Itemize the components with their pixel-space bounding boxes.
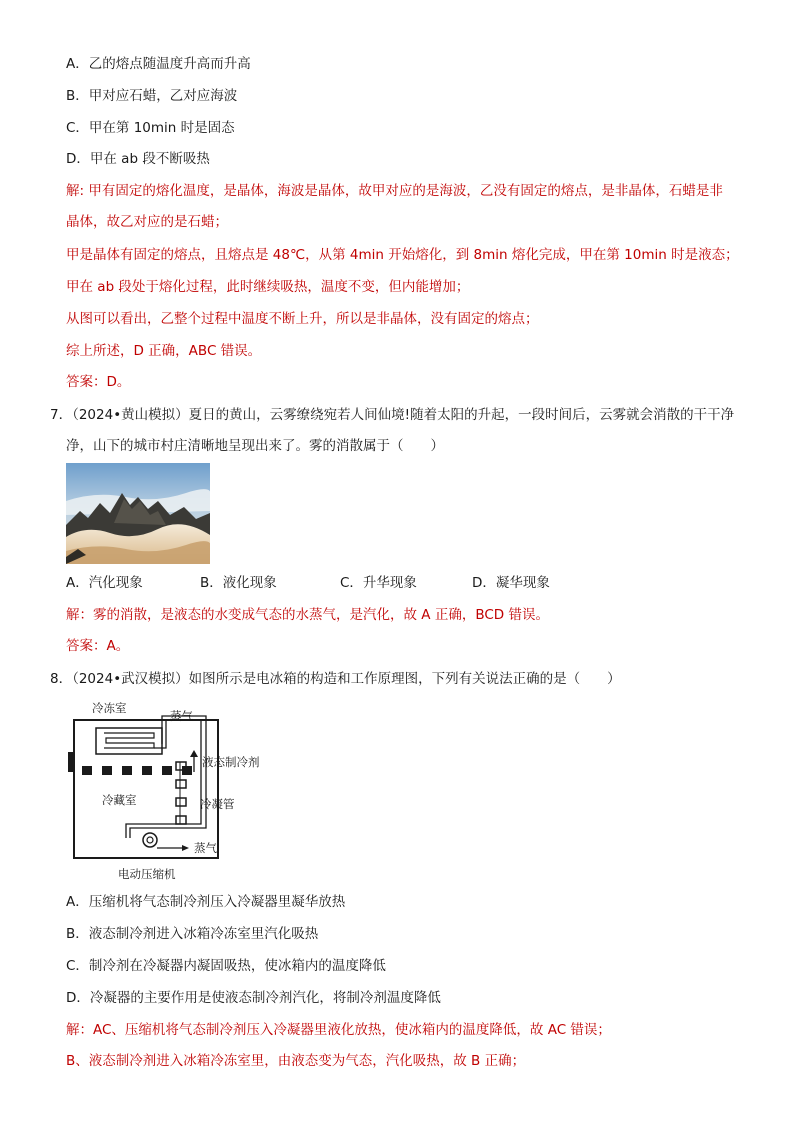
mountain-fog-photo [66, 463, 210, 564]
q6-solution-line-3: 甲是晶体有固定的熔点，且熔点是 48℃，从第 4min 开始熔化，到 8min 熔化完成，甲在第 10min 时是液态； [66, 247, 739, 263]
q8-option-d: D．冷凝器的主要作用是使液态制冷剂汽化，将制冷剂温度降低 [66, 990, 441, 1006]
q8-solution-line-1: 解：AC、压缩机将气态制冷剂压入冷凝器里液化放热，使冰箱内的温度降低，故 AC 错误； [66, 1022, 611, 1038]
q6-option-c: C．甲在第 10min 时是固态 [66, 120, 235, 136]
label-freezer: 冷冻室 [92, 701, 127, 715]
label-liquid-refrigerant: 液态制冷剂 [202, 755, 260, 769]
q7-option-a: A．汽化现象 [66, 575, 143, 591]
q7-option-b: B．液化现象 [200, 575, 277, 591]
q8-stem: 8．（2024•武汉模拟）如图所示是电冰箱的构造和工作原理图，下列有关说法正确的是（ ） [50, 671, 621, 687]
q6-option-b: B．甲对应石蜡，乙对应海波 [66, 88, 238, 104]
q7-stem-line-2: 净，山下的城市村庄清晰地呈现出来了。雾的消散属于（ ） [66, 438, 444, 454]
q6-solution-line-4: 甲在 ab 段处于熔化过程，此时继续吸热，温度不变，但内能增加； [66, 279, 470, 295]
q6-option-d: D．甲在 ab 段不断吸热 [66, 151, 210, 167]
q8-option-a: A．压缩机将气态制冷剂压入冷凝器里凝华放热 [66, 894, 346, 910]
q7-stem-line-1: 7．（2024•黄山模拟）夏日的黄山，云雾缭绕宛若人间仙境!随着太阳的升起，一段时间后，云雾就会消散的干干净 [50, 407, 735, 423]
q8-option-b: B．液态制冷剂进入冰箱冷冻室里汽化吸热 [66, 926, 319, 942]
q7-answer: 答案：A。 [66, 638, 130, 654]
q6-solution-line-1: 解: 甲有固定的熔化温度，是晶体，海波是晶体，故甲对应的是海波，乙没有固定的熔点，是非晶体，石蜡是非 [66, 183, 723, 199]
q8-option-c: C．制冷剂在冷凝器内凝固吸热，使冰箱内的温度降低 [66, 958, 386, 974]
label-steam-top: 蒸气 [170, 709, 193, 723]
q8-solution-line-2: B、液态制冷剂进入冰箱冷冻室里，由液态变为气态，汽化吸热，故 B 正确； [66, 1053, 526, 1069]
q7-option-d: D．凝华现象 [472, 575, 550, 591]
label-steam-bottom: 蒸气 [194, 841, 217, 855]
q6-answer: 答案：D。 [66, 374, 131, 390]
q7-solution: 解：雾的消散，是液态的水变成气态的水蒸气，是汽化，故 A 正确，BCD 错误。 [66, 607, 549, 623]
q6-option-a: A．乙的熔点随温度升高而升高 [66, 56, 251, 72]
q6-solution-line-2: 晶体，故乙对应的是石蜡； [66, 214, 228, 230]
refrigerator-diagram [66, 700, 306, 885]
q7-option-c: C．升华现象 [340, 575, 417, 591]
label-fridge: 冷藏室 [102, 793, 137, 807]
label-compressor: 电动压缩机 [118, 867, 176, 881]
q7-options [66, 573, 626, 593]
q6-solution-line-5: 从图可以看出，乙整个过程中温度不断上升，所以是非晶体，没有固定的熔点； [66, 311, 539, 327]
q6-solution-line-6: 综上所述，D 正确，ABC 错误。 [66, 343, 262, 359]
label-condenser: 冷凝管 [200, 797, 235, 811]
